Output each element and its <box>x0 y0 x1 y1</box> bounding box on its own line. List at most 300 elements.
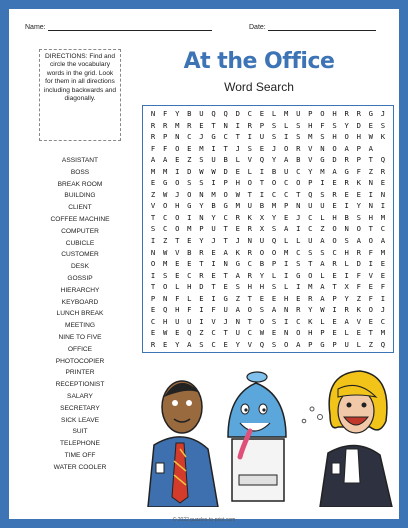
grid-letter[interactable]: F <box>368 247 373 257</box>
grid-letter[interactable]: A <box>320 236 325 246</box>
date-field[interactable] <box>249 23 376 31</box>
grid-letter[interactable]: S <box>296 259 301 269</box>
grid-letter[interactable]: I <box>199 316 204 326</box>
grid-letter[interactable]: C <box>283 189 289 199</box>
grid-letter[interactable]: N <box>150 247 156 257</box>
grid-letter[interactable]: I <box>296 282 301 292</box>
grid-letter[interactable]: Y <box>235 339 240 349</box>
grid-letter[interactable]: Q <box>211 109 216 119</box>
grid-letter[interactable]: C <box>271 189 277 199</box>
grid-letter[interactable]: Z <box>368 166 373 176</box>
grid-letter[interactable]: X <box>259 212 265 222</box>
grid-letter[interactable]: E <box>150 328 156 338</box>
grid-letter[interactable]: C <box>162 212 168 222</box>
grid-letter[interactable]: E <box>332 316 337 326</box>
grid-letter[interactable]: V <box>150 201 156 211</box>
grid-letter[interactable]: J <box>235 236 240 246</box>
grid-letter[interactable]: J <box>235 143 240 153</box>
grid-letter[interactable]: S <box>271 224 277 234</box>
grid-letter[interactable]: M <box>380 328 386 338</box>
grid-letter[interactable]: K <box>356 305 361 315</box>
grid-letter[interactable]: L <box>283 282 289 292</box>
grid-letter[interactable]: C <box>296 166 301 176</box>
grid-letter[interactable]: I <box>187 212 192 222</box>
grid-letter[interactable]: M <box>199 143 204 153</box>
grid-letter[interactable]: R <box>344 305 349 315</box>
grid-letter[interactable]: I <box>211 293 216 303</box>
grid-letter[interactable]: T <box>296 189 301 199</box>
grid-letter[interactable]: E <box>259 109 265 119</box>
grid-letter[interactable]: E <box>150 178 156 188</box>
grid-letter[interactable]: R <box>332 189 337 199</box>
grid-letter[interactable]: E <box>150 305 156 315</box>
grid-letter[interactable]: U <box>211 155 216 165</box>
grid-letter[interactable]: H <box>175 201 180 211</box>
grid-letter[interactable]: S <box>150 224 156 234</box>
grid-letter[interactable]: P <box>308 339 313 349</box>
grid-letter[interactable]: C <box>247 259 252 269</box>
grid-letter[interactable]: F <box>175 293 180 303</box>
grid-letter[interactable]: G <box>320 339 325 349</box>
grid-letter[interactable]: A <box>235 270 240 280</box>
grid-letter[interactable]: B <box>259 259 265 269</box>
grid-letter[interactable]: L <box>187 293 192 303</box>
grid-letter[interactable]: X <box>259 224 265 234</box>
grid-letter[interactable]: P <box>308 178 313 188</box>
grid-letter[interactable]: N <box>344 224 349 234</box>
grid-letter[interactable]: I <box>283 259 289 269</box>
grid-letter[interactable]: L <box>271 270 277 280</box>
grid-letter[interactable]: E <box>187 143 192 153</box>
grid-letter[interactable]: E <box>296 293 301 303</box>
grid-letter[interactable]: V <box>308 155 313 165</box>
grid-letter[interactable]: T <box>247 316 252 326</box>
name-field[interactable] <box>25 23 212 31</box>
grid-letter[interactable]: F <box>187 305 192 315</box>
grid-letter[interactable]: E <box>259 143 265 153</box>
grid-letter[interactable]: S <box>320 189 325 199</box>
grid-letter[interactable]: C <box>211 339 216 349</box>
grid-letter[interactable]: E <box>175 328 180 338</box>
grid-letter[interactable]: O <box>344 132 349 142</box>
grid-letter[interactable]: N <box>283 328 289 338</box>
grid-letter[interactable]: W <box>259 328 265 338</box>
grid-letter[interactable]: Z <box>162 236 168 246</box>
grid-letter[interactable]: N <box>368 201 373 211</box>
grid-letter[interactable]: E <box>380 259 386 269</box>
grid-letter[interactable]: O <box>368 305 373 315</box>
grid-letter[interactable]: I <box>332 305 337 315</box>
grid-letter[interactable]: G <box>187 201 192 211</box>
grid-letter[interactable]: D <box>332 155 337 165</box>
grid-letter[interactable]: O <box>223 189 228 199</box>
grid-letter[interactable]: E <box>356 328 361 338</box>
grid-letter[interactable]: Y <box>271 155 277 165</box>
grid-letter[interactable]: S <box>271 132 277 142</box>
grid-letter[interactable]: W <box>320 305 325 315</box>
grid-letter[interactable]: G <box>320 155 325 165</box>
grid-letter[interactable]: A <box>283 224 289 234</box>
grid-letter[interactable]: S <box>271 339 277 349</box>
grid-letter[interactable]: R <box>150 120 156 130</box>
grid-letter[interactable]: T <box>368 328 373 338</box>
grid-letter[interactable]: G <box>296 270 301 280</box>
grid-letter[interactable]: O <box>247 178 252 188</box>
grid-letter[interactable]: J <box>223 316 228 326</box>
grid-letter[interactable]: R <box>247 270 252 280</box>
grid-letter[interactable]: S <box>332 120 337 130</box>
grid-letter[interactable]: I <box>175 166 180 176</box>
grid-letter[interactable]: C <box>247 328 252 338</box>
grid-letter[interactable]: C <box>332 247 337 257</box>
grid-letter[interactable]: O <box>332 143 337 153</box>
grid-letter[interactable]: P <box>320 328 325 338</box>
grid-letter[interactable]: R <box>162 120 168 130</box>
grid-letter[interactable]: T <box>175 236 180 246</box>
grid-letter[interactable]: S <box>247 143 252 153</box>
grid-letter[interactable]: Y <box>211 212 216 222</box>
grid-letter[interactable]: E <box>356 189 361 199</box>
grid-letter[interactable]: O <box>175 178 180 188</box>
grid-letter[interactable]: S <box>271 282 277 292</box>
grid-letter[interactable]: L <box>235 155 240 165</box>
grid-letter[interactable]: H <box>187 282 192 292</box>
grid-letter[interactable]: A <box>223 247 228 257</box>
grid-letter[interactable]: F <box>162 143 168 153</box>
grid-letter[interactable]: M <box>380 247 386 257</box>
grid-letter[interactable]: E <box>187 259 192 269</box>
grid-letter[interactable]: T <box>150 212 156 222</box>
grid-letter[interactable]: N <box>296 201 301 211</box>
grid-letter[interactable]: L <box>296 236 301 246</box>
grid-letter[interactable]: H <box>308 328 313 338</box>
grid-letter[interactable]: T <box>247 293 252 303</box>
grid-letter[interactable]: B <box>271 166 277 176</box>
grid-letter[interactable]: E <box>344 189 349 199</box>
grid-letter[interactable]: O <box>259 316 265 326</box>
grid-letter[interactable]: Q <box>308 189 313 199</box>
grid-letter[interactable]: P <box>332 339 337 349</box>
grid-letter[interactable]: B <box>344 212 349 222</box>
grid-letter[interactable]: L <box>283 236 289 246</box>
grid-letter[interactable]: M <box>320 166 325 176</box>
grid-letter[interactable]: L <box>271 109 277 119</box>
grid-letter[interactable]: E <box>380 178 386 188</box>
grid-letter[interactable]: L <box>320 316 325 326</box>
grid-letter[interactable]: U <box>247 201 252 211</box>
grid-letter[interactable]: S <box>271 120 277 130</box>
grid-letter[interactable]: E <box>380 270 386 280</box>
grid-letter[interactable]: C <box>308 224 313 234</box>
grid-letter[interactable]: R <box>247 247 252 257</box>
grid-letter[interactable]: E <box>271 293 277 303</box>
grid-letter[interactable]: E <box>235 224 240 234</box>
grid-letter[interactable]: T <box>223 270 228 280</box>
grid-letter[interactable]: C <box>380 224 386 234</box>
grid-letter[interactable]: J <box>271 143 277 153</box>
grid-letter[interactable]: E <box>162 339 168 349</box>
grid-letter[interactable]: C <box>380 316 386 326</box>
grid-letter[interactable]: H <box>332 109 337 119</box>
grid-letter[interactable]: E <box>223 282 228 292</box>
grid-letter[interactable]: E <box>259 293 265 303</box>
grid-letter[interactable]: S <box>380 120 386 130</box>
grid-letter[interactable]: V <box>308 143 313 153</box>
grid-letter[interactable]: A <box>187 339 192 349</box>
grid-letter[interactable]: T <box>368 155 373 165</box>
grid-letter[interactable]: H <box>308 120 313 130</box>
grid-letter[interactable]: E <box>368 316 373 326</box>
grid-letter[interactable]: V <box>175 247 180 257</box>
grid-letter[interactable]: T <box>247 189 252 199</box>
grid-letter[interactable]: I <box>283 132 289 142</box>
grid-letter[interactable]: I <box>344 201 349 211</box>
grid-letter[interactable]: O <box>271 247 277 257</box>
grid-letter[interactable]: H <box>247 282 252 292</box>
grid-letter[interactable]: H <box>235 178 240 188</box>
grid-letter[interactable]: E <box>368 120 373 130</box>
grid-letter[interactable]: S <box>356 212 361 222</box>
grid-letter[interactable]: H <box>368 212 373 222</box>
grid-letter[interactable]: K <box>235 247 240 257</box>
grid-letter[interactable]: T <box>368 224 373 234</box>
grid-letter[interactable]: M <box>271 201 277 211</box>
grid-letter[interactable]: N <box>150 109 156 119</box>
grid-letter[interactable]: T <box>332 282 337 292</box>
grid-letter[interactable]: R <box>199 247 204 257</box>
grid-letter[interactable]: J <box>175 189 180 199</box>
grid-letter[interactable]: A <box>344 143 349 153</box>
grid-letter[interactable]: N <box>283 305 289 315</box>
grid-letter[interactable]: R <box>150 339 156 349</box>
grid-letter[interactable]: H <box>332 132 337 142</box>
grid-letter[interactable]: Q <box>259 339 265 349</box>
grid-letter[interactable]: M <box>380 212 386 222</box>
grid-letter[interactable]: U <box>308 236 313 246</box>
grid-letter[interactable]: Y <box>175 339 180 349</box>
grid-letter[interactable]: E <box>211 270 216 280</box>
grid-letter[interactable]: K <box>356 178 361 188</box>
grid-letter[interactable]: P <box>356 143 361 153</box>
grid-letter[interactable]: G <box>223 293 228 303</box>
grid-letter[interactable]: A <box>344 316 349 326</box>
grid-letter[interactable]: U <box>259 236 265 246</box>
grid-letter[interactable]: C <box>223 212 228 222</box>
grid-letter[interactable]: M <box>162 166 168 176</box>
grid-letter[interactable]: R <box>187 120 192 130</box>
grid-letter[interactable]: A <box>235 305 240 315</box>
grid-letter[interactable]: Q <box>271 236 277 246</box>
grid-letter[interactable]: F <box>356 282 361 292</box>
grid-letter[interactable]: U <box>175 316 180 326</box>
grid-letter[interactable]: A <box>320 259 325 269</box>
grid-letter[interactable]: G <box>162 178 168 188</box>
grid-letter[interactable]: T <box>211 120 216 130</box>
grid-letter[interactable]: O <box>175 143 180 153</box>
grid-letter[interactable]: J <box>211 236 216 246</box>
grid-letter[interactable]: E <box>175 259 180 269</box>
grid-letter[interactable]: E <box>283 212 289 222</box>
grid-letter[interactable]: Z <box>150 189 156 199</box>
grid-letter[interactable]: V <box>368 270 373 280</box>
grid-letter[interactable]: A <box>368 143 373 153</box>
grid-letter[interactable]: O <box>247 305 252 315</box>
grid-letter[interactable]: V <box>356 316 361 326</box>
grid-letter[interactable]: C <box>223 132 228 142</box>
grid-letter[interactable]: W <box>162 328 168 338</box>
grid-letter[interactable]: O <box>162 282 168 292</box>
grid-letter[interactable]: Z <box>320 224 325 234</box>
grid-letter[interactable]: H <box>175 305 180 315</box>
grid-letter[interactable]: Y <box>199 236 204 246</box>
grid-letter[interactable]: E <box>175 155 180 165</box>
grid-letter[interactable]: W <box>211 166 216 176</box>
grid-letter[interactable]: P <box>332 293 337 303</box>
grid-letter[interactable]: E <box>175 270 180 280</box>
grid-letter[interactable]: I <box>296 224 301 234</box>
grid-letter[interactable]: C <box>247 109 252 119</box>
grid-letter[interactable]: S <box>320 132 325 142</box>
grid-letter[interactable]: U <box>235 328 240 338</box>
grid-letter[interactable]: C <box>296 316 301 326</box>
grid-letter[interactable]: O <box>283 339 289 349</box>
grid-letter[interactable]: G <box>223 201 228 211</box>
grid-letter[interactable]: P <box>150 293 156 303</box>
grid-letter[interactable]: A <box>320 293 325 303</box>
grid-letter[interactable]: T <box>223 224 228 234</box>
grid-letter[interactable]: I <box>283 270 289 280</box>
grid-letter[interactable]: J <box>296 212 301 222</box>
grid-letter[interactable]: G <box>211 132 216 142</box>
grid-letter[interactable]: M <box>150 166 156 176</box>
grid-letter[interactable]: P <box>223 178 228 188</box>
grid-letter[interactable]: I <box>211 178 216 188</box>
grid-letter[interactable]: U <box>211 224 216 234</box>
grid-letter[interactable]: R <box>247 120 252 130</box>
grid-letter[interactable]: U <box>283 166 289 176</box>
grid-letter[interactable]: F <box>162 109 168 119</box>
grid-letter[interactable]: T <box>199 259 204 269</box>
grid-letter[interactable]: T <box>223 328 228 338</box>
grid-letter[interactable]: A <box>162 155 168 165</box>
grid-letter[interactable]: D <box>199 282 204 292</box>
grid-letter[interactable]: Y <box>356 201 361 211</box>
grid-letter[interactable]: F <box>211 305 216 315</box>
grid-letter[interactable]: T <box>211 282 216 292</box>
grid-letter[interactable]: A <box>283 155 289 165</box>
grid-letter[interactable]: W <box>162 247 168 257</box>
grid-letter[interactable]: U <box>199 109 204 119</box>
grid-letter[interactable]: I <box>211 143 216 153</box>
grid-letter[interactable]: C <box>187 270 192 280</box>
grid-letter[interactable]: Z <box>187 155 192 165</box>
grid-letter[interactable]: C <box>296 247 301 257</box>
grid-letter[interactable]: Y <box>259 270 265 280</box>
grid-letter[interactable]: R <box>344 155 349 165</box>
grid-letter[interactable]: E <box>187 236 192 246</box>
grid-letter[interactable]: I <box>247 132 252 142</box>
grid-letter[interactable]: L <box>344 259 349 269</box>
grid-letter[interactable]: E <box>223 339 228 349</box>
grid-letter[interactable]: P <box>259 120 265 130</box>
grid-letter[interactable]: B <box>187 247 192 257</box>
grid-letter[interactable]: O <box>175 212 180 222</box>
grid-letter[interactable]: Y <box>344 120 349 130</box>
grid-letter[interactable]: Y <box>271 212 277 222</box>
grid-letter[interactable]: S <box>199 155 204 165</box>
grid-letter[interactable]: R <box>296 305 301 315</box>
grid-letter[interactable]: Z <box>199 328 204 338</box>
grid-letter[interactable]: E <box>332 201 337 211</box>
grid-letter[interactable]: G <box>368 109 373 119</box>
grid-letter[interactable]: L <box>320 212 325 222</box>
grid-letter[interactable]: V <box>247 155 252 165</box>
grid-letter[interactable]: F <box>150 143 156 153</box>
grid-letter[interactable]: O <box>175 224 180 234</box>
grid-letter[interactable]: Q <box>187 328 192 338</box>
grid-letter[interactable]: Y <box>344 293 349 303</box>
grid-letter[interactable]: R <box>247 224 252 234</box>
grid-letter[interactable]: T <box>223 143 228 153</box>
grid-letter[interactable]: R <box>356 247 361 257</box>
grid-letter[interactable]: Y <box>308 305 313 315</box>
grid-letter[interactable]: N <box>380 189 386 199</box>
grid-letter[interactable]: Y <box>175 109 180 119</box>
grid-letter[interactable]: R <box>199 270 204 280</box>
grid-letter[interactable]: A <box>320 282 325 292</box>
grid-letter[interactable]: N <box>235 316 240 326</box>
grid-letter[interactable]: C <box>308 212 313 222</box>
grid-letter[interactable]: F <box>368 293 373 303</box>
grid-letter[interactable]: Z <box>368 339 373 349</box>
grid-letter[interactable]: O <box>296 178 301 188</box>
grid-letter[interactable]: E <box>368 282 373 292</box>
grid-letter[interactable]: S <box>187 178 192 188</box>
grid-letter[interactable]: P <box>199 224 204 234</box>
grid-letter[interactable]: O <box>259 247 265 257</box>
grid-letter[interactable]: O <box>187 189 192 199</box>
grid-letter[interactable]: I <box>199 305 204 315</box>
grid-letter[interactable]: G <box>235 259 240 269</box>
grid-letter[interactable]: O <box>162 201 168 211</box>
grid-letter[interactable]: M <box>235 201 240 211</box>
grid-letter[interactable]: S <box>344 236 349 246</box>
grid-letter[interactable]: W <box>235 189 240 199</box>
grid-letter[interactable]: H <box>332 212 337 222</box>
grid-letter[interactable]: K <box>380 132 386 142</box>
grid-letter[interactable]: T <box>235 132 240 142</box>
grid-letter[interactable]: G <box>344 166 349 176</box>
grid-letter[interactable]: L <box>283 120 289 130</box>
grid-letter[interactable]: N <box>199 212 204 222</box>
grid-letter[interactable]: I <box>259 189 265 199</box>
grid-letter[interactable]: O <box>150 259 156 269</box>
grid-letter[interactable]: P <box>162 132 168 142</box>
grid-letter[interactable]: A <box>296 339 301 349</box>
grid-letter[interactable]: M <box>162 259 168 269</box>
grid-letter[interactable] <box>377 143 389 155</box>
letter-grid[interactable] <box>142 105 394 353</box>
grid-letter[interactable]: I <box>211 259 216 269</box>
grid-letter[interactable]: I <box>320 178 325 188</box>
grid-letter[interactable]: O <box>356 224 361 234</box>
grid-letter[interactable]: P <box>308 109 313 119</box>
grid-letter[interactable]: S <box>271 316 277 326</box>
grid-letter[interactable]: M <box>308 282 313 292</box>
grid-letter[interactable]: T <box>259 178 265 188</box>
grid-letter[interactable]: O <box>332 224 337 234</box>
grid-letter[interactable]: T <box>223 236 228 246</box>
